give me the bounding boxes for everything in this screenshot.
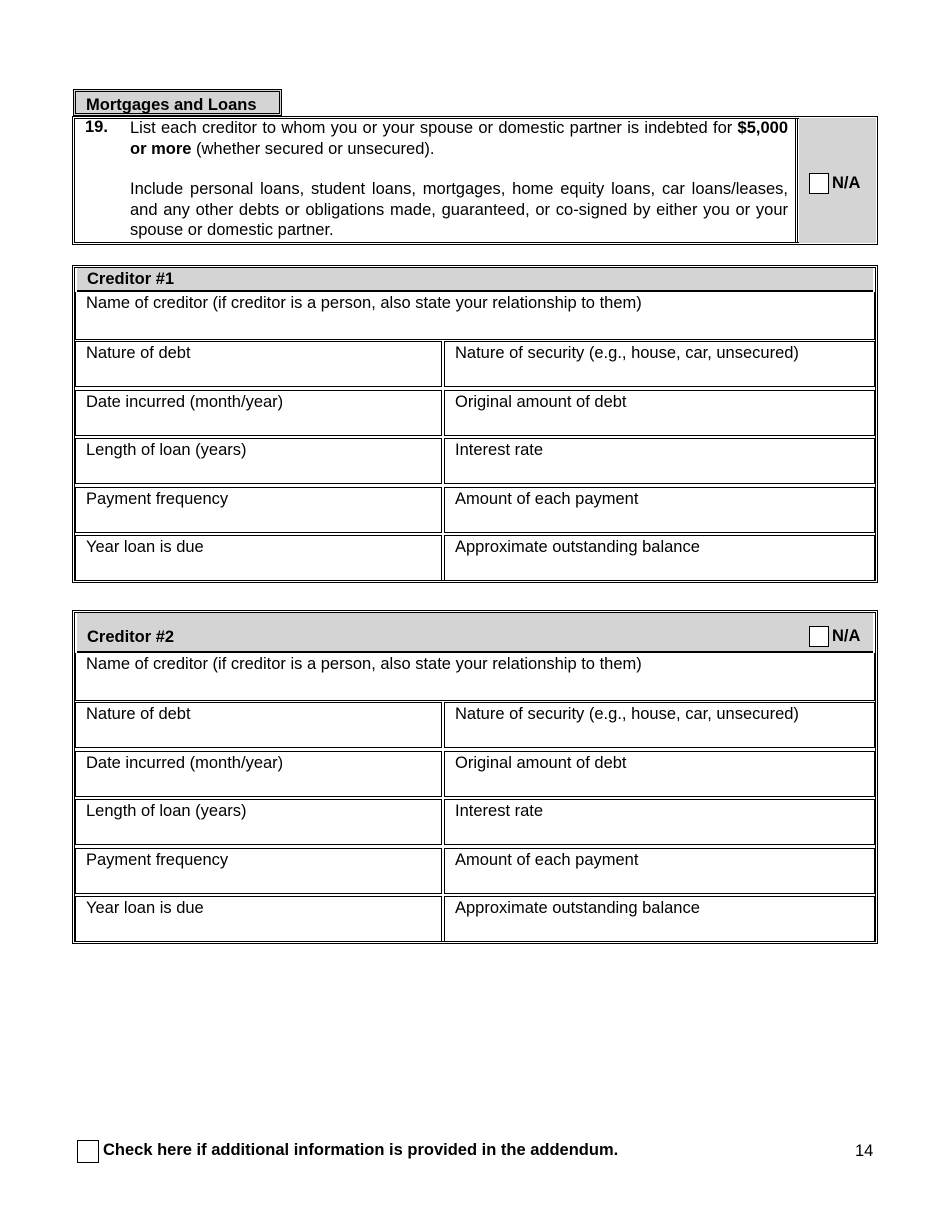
creditor-1-field-r5-c2[interactable] (444, 535, 875, 581)
creditor-2-name-label: Name of creditor (if creditor is a person, also state your relationship to them) (86, 655, 642, 673)
question-na-column (799, 118, 876, 243)
question-line1-post: (whether secured or unsecured). (191, 139, 435, 158)
addendum-checkbox[interactable] (77, 1140, 99, 1163)
creditor-1-name-field[interactable] (75, 292, 875, 340)
creditor-2-title: Creditor #2 (87, 628, 175, 646)
question-line1-pre: List each creditor to whom you or your spouse or domestic partner is indebted for (130, 119, 738, 137)
creditor-1-field-label: Interest rate (455, 441, 544, 459)
creditor-1-field-label: Date incurred (month/year) (86, 392, 284, 411)
creditor-2-field-label: Nature of security (e.g., house, car, unsecured) (455, 705, 799, 723)
creditor-2-na-label: N/A (832, 627, 861, 645)
creditor-2-field-label: Payment frequency (86, 850, 229, 869)
creditor-2-field-r4-c2[interactable] (444, 848, 875, 894)
creditor-1-field-r5-c1[interactable] (75, 535, 442, 581)
creditor-2-field-r2-c2[interactable] (444, 751, 875, 797)
creditor-2-field-r5-c1[interactable] (75, 896, 442, 942)
creditor-2-name-field[interactable] (75, 653, 875, 701)
creditor-2-field-r2-c1[interactable] (75, 751, 442, 797)
creditor-1-field-r3-c1[interactable] (75, 438, 442, 484)
creditor-1-field-r2-c1[interactable] (75, 390, 442, 436)
creditor-2-field-label: Amount of each payment (455, 850, 639, 869)
creditor-2-field-label: Date incurred (month/year) (86, 753, 284, 772)
creditor-2-field-r3-c1[interactable] (75, 799, 442, 845)
creditor-1-field-label: Nature of debt (86, 344, 191, 362)
creditor-1-field-label: Approximate outstanding balance (455, 538, 700, 556)
addendum-label: Check here if additional information is provided in the addendum. (103, 1141, 619, 1159)
section-title-box (73, 89, 282, 116)
creditor-1-field-r2-c2[interactable] (444, 390, 875, 436)
page-number: 14 (855, 1142, 874, 1160)
creditor-1-field-r4-c2[interactable] (444, 487, 875, 533)
creditor-2-field-label: Interest rate (455, 802, 544, 820)
creditor-2-field-r4-c1[interactable] (75, 848, 442, 894)
creditor-2-na-checkbox[interactable] (809, 626, 829, 647)
creditor-1-table (72, 265, 878, 583)
creditor-2-field-r1-c2[interactable] (444, 702, 875, 748)
creditor-1-field-label: Payment frequency (86, 489, 229, 508)
creditor-1-field-label: Original amount of debt (455, 392, 627, 411)
creditor-2-field-label: Year loan is due (86, 899, 204, 917)
creditor-2-table (72, 610, 878, 944)
creditor-2-field-r3-c2[interactable] (444, 799, 875, 845)
section-title: Mortgages and Loans (86, 96, 257, 114)
creditor-1-title: Creditor #1 (87, 270, 175, 288)
creditor-1-name-label: Name of creditor (if creditor is a person, also state your relationship to them) (86, 294, 642, 312)
creditor-1-field-label: Year loan is due (86, 538, 204, 556)
creditor-2-field-label: Approximate outstanding balance (455, 899, 700, 917)
creditor-1-field-label: Length of loan (years) (86, 441, 247, 459)
creditor-1-field-r3-c2[interactable] (444, 438, 875, 484)
creditor-2-field-r5-c2[interactable] (444, 896, 875, 942)
creditor-2-header (77, 613, 873, 653)
creditor-1-field-label: Amount of each payment (455, 489, 639, 508)
creditor-1-field-r1-c1[interactable] (75, 341, 442, 387)
creditor-2-field-label: Length of loan (years) (86, 802, 247, 820)
question-number: 19. (85, 118, 108, 136)
question-19-text-area (75, 118, 798, 243)
question-na-checkbox[interactable] (809, 173, 829, 194)
question-na-label: N/A (832, 174, 861, 192)
creditor-2-field-label: Nature of debt (86, 705, 191, 723)
creditor-2-field-r1-c1[interactable] (75, 702, 442, 748)
question-paragraph-2: Include personal loans, student loans, mortgages, home equity loans, car loans/leases, and any other debts or obligations made, guaranteed, or co-signed by either you or your spouse or domestic partner. (130, 180, 788, 239)
creditor-1-field-r4-c1[interactable] (75, 487, 442, 533)
question-paragraph-1 (130, 118, 788, 159)
creditor-1-field-label: Nature of security (e.g., house, car, unsecured) (455, 344, 799, 362)
creditor-1-field-r1-c2[interactable] (444, 341, 875, 387)
question-line1-bold: $5,000 or more (130, 119, 788, 158)
creditor-1-header (77, 268, 873, 292)
creditor-2-field-label: Original amount of debt (455, 753, 627, 772)
